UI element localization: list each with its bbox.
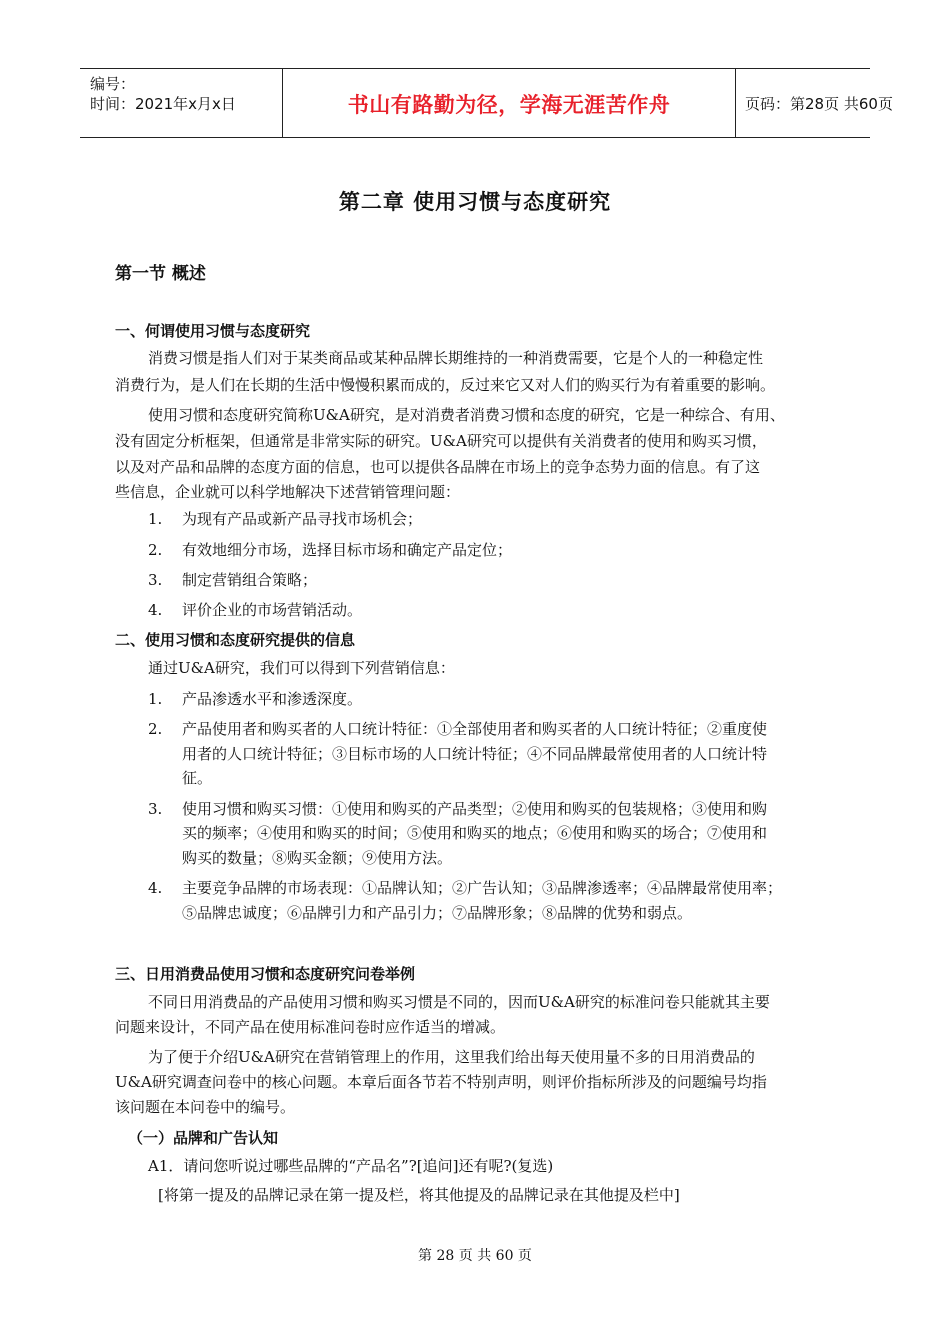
part1-para2-line1: 使用习惯和态度研究简称U&A研究，是对消费者消费习惯和态度的研究，它是一种综合、有用、 [148, 406, 785, 424]
part1-item-2-num: 2. [148, 541, 163, 559]
part2-item-2-line1: 产品使用者和购买者的人口统计特征：①全部使用者和购买者的人口统计特征；②重度使 [182, 720, 768, 738]
part1-item-1-num: 1. [148, 510, 163, 528]
part1-para2-line4: 些信息，企业就可以科学地解决下述营销管理问题： [115, 483, 461, 501]
part2-heading: 二、使用习惯和态度研究提供的信息 [115, 631, 356, 649]
part2-item-1-num: 1. [148, 690, 163, 708]
part1-item-4-num: 4. [148, 601, 163, 619]
part2-item-2-line2: 用者的人口统计特征；③目标市场的人口统计特征；④不同品牌最常使用者的人口统计特 [182, 745, 768, 763]
chapter-title: 第二章 使用习惯与态度研究 [338, 190, 612, 214]
header-left-cell [80, 69, 282, 137]
part2-item-2-line3: 征。 [182, 769, 213, 787]
part3-para2-line3: 该问题在本问卷中的编号。 [115, 1098, 296, 1116]
part1-para1-line2: 消费行为，是人们在长期的生活中慢慢积累而成的，反过来它又对人们的购买行为有着重要的影响。 [115, 376, 776, 394]
part1-heading: 一、何谓使用习惯与态度研究 [115, 322, 311, 340]
header-motto-cell [282, 69, 736, 137]
part1-item-4: 评价企业的市场营销活动。 [182, 601, 363, 619]
part2-item-3-line1: 使用习惯和购买习惯：①使用和购买的产品类型；②使用和购买的包装规格；③使用和购 [182, 800, 768, 818]
part2-item-2-num: 2. [148, 720, 163, 738]
question-a1: A1．请问您听说过哪些品牌的“产品名”?[追问]还有呢?(复选) [148, 1157, 554, 1175]
part3-para2-line2: U&A研究调查问卷中的核心问题。本章后面各节若不特别声明，则评价指标所涉及的问题编号均指 [115, 1073, 767, 1091]
part3-sub-heading: （一）品牌和广告认知 [128, 1129, 279, 1147]
part3-heading: 三、日用消费品使用习惯和态度研究问卷举例 [115, 965, 416, 983]
part3-para1-line2: 问题来设计，不同产品在使用标准问卷时应作适当的增减。 [115, 1018, 506, 1036]
part3-para2-line1: 为了便于介绍U&A研究在营销管理上的作用，这里我们给出每天使用量不多的日用消费品的 [148, 1048, 755, 1066]
part1-para2-line3: 以及对产品和品牌的态度方面的信息，也可以提供各品牌在市场上的竞争态势力面的信息。有了这 [115, 458, 761, 476]
part2-item-1-line1: 产品渗透水平和渗透深度。 [182, 690, 363, 708]
part2-item-4-line2: ⑤品牌忠诚度；⑥品牌引力和产品引力；⑦品牌形象；⑧品牌的优势和弱点。 [182, 904, 693, 922]
part3-para1-line1: 不同日用消费品的产品使用习惯和购买习惯是不同的，因而U&A研究的标准问卷只能就其主要 [148, 993, 770, 1011]
section-title: 第一节 概述 [115, 264, 206, 284]
page-footer: 第 28 页 共 60 页 [418, 1248, 532, 1264]
number-label: 编号： [90, 75, 136, 93]
part1-item-1: 为现有产品或新产品寻找市场机会； [182, 510, 423, 528]
part2-intro: 通过U&A研究，我们可以得到下列营销信息： [148, 659, 455, 677]
part1-para1-line1: 消费习惯是指人们对于某类商品或某种品牌长期维持的一种消费需要，它是个人的一种稳定性 [148, 349, 764, 367]
part1-item-3: 制定营销组合策略； [182, 571, 318, 589]
motto-text: 书山有路勤为径，学海无涯苦作舟 [347, 93, 671, 117]
part2-item-3-line3: 购买的数量；⑧购买金额；⑨使用方法。 [182, 849, 453, 867]
page-code: 页码：第28页 共60页 [745, 95, 893, 113]
part2-item-4-num: 4. [148, 879, 163, 897]
question-a1-instruction: [将第一提及的品牌记录在第一提及栏，将其他提及的品牌记录在其他提及栏中] [158, 1186, 680, 1204]
part1-para2-line2: 没有固定分析框架，但通常是非常实际的研究。U&A研究可以提供有关消费者的使用和购买习惯， [115, 432, 767, 450]
part1-item-3-num: 3. [148, 571, 163, 589]
time-label: 时间：2021年x月x日 [90, 95, 236, 113]
part2-item-3-line2: 买的频率；④使用和购买的时间；⑤使用和购买的地点；⑥使用和购买的场合；⑦使用和 [182, 824, 768, 842]
page-header [80, 68, 893, 138]
part1-item-2: 有效地细分市场，选择目标市场和确定产品定位； [182, 541, 513, 559]
header-right-cell [735, 69, 893, 137]
part2-item-3-num: 3. [148, 800, 163, 818]
part2-item-4-line1: 主要竞争品牌的市场表现：①品牌认知；②广告认知；③品牌渗透率；④品牌最常使用率； [182, 879, 783, 897]
